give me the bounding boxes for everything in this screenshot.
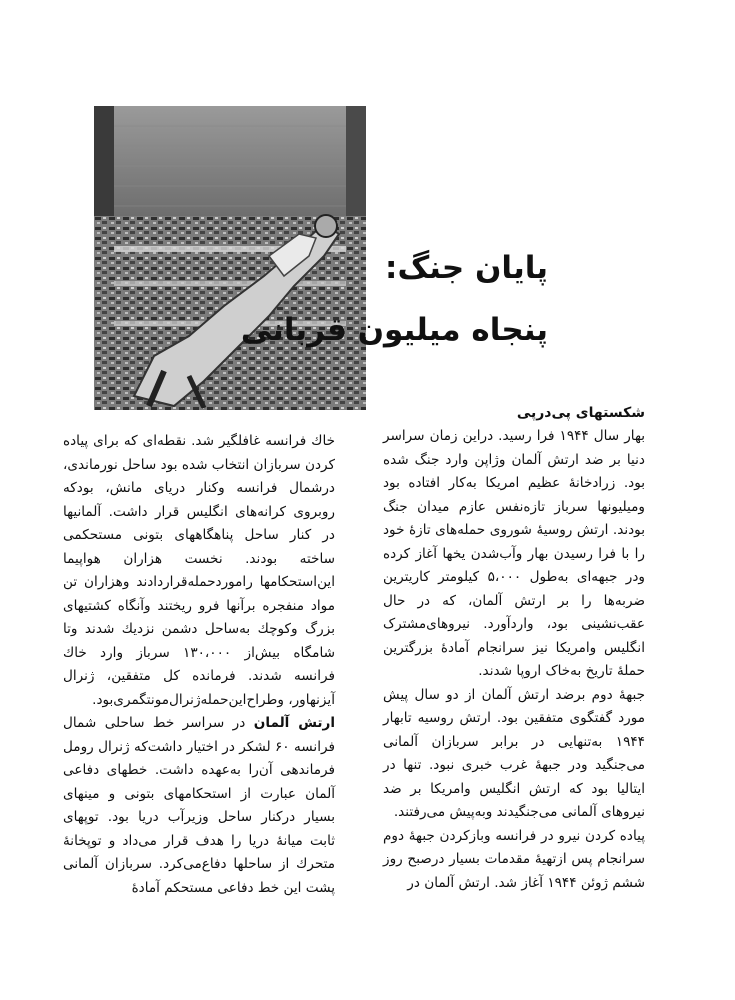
fallen-soldier-image bbox=[94, 106, 366, 410]
paragraph: بهار سال ۱۹۴۴ فرا رسید. دراین زمان سراسر دنیا بر ضد ارتش آلمان وژاپن وارد جنگ شده بود. زرادخانهٔ عظیم امریکا به‌کار افتاده بود ومیلیونها سرباز تازه‌نفس عازم میدان جنگ بودند. ارتش روسیهٔ شوروی حمله‌های تازهٔ خود را با فرا رسیدن بهار وآب‌شدن یخها آغاز کرده ودر جبهه‌ای به‌طول ۵،۰۰۰ کیلومتر کاریترین ضربه‌ها را بر ارتش آلمان، که در حال عقب‌نشینی بود، واردآورد. نیروهای‌مشترک انگلیس وامریکا نیز سرانجام آمادهٔ بزرگترین حملهٔ تاریخ به‌خاک اروپا شدند. bbox=[383, 428, 645, 679]
inline-subheading: ارتش آلمان bbox=[253, 715, 335, 731]
left-column bbox=[63, 430, 335, 900]
paragraph: خاك فرانسه غافلگیر شد. نقطه‌ای که برای پیاده کردن سربازان انتخاب شده بود ساحل نورماندی، درشمال فرانسه وکنار دریای مانش، بودکه روبروی کرانه‌های انگلیس قرار داشت. آلمانیها در کنار ساحل پناهگاههای بتونی مستحکمی ساخته بودند. نخست هزاران هواپیما این‌استحکامها راموردحمله‌قراردادند وهزاران تن مواد منفجره برآنها فرو ریختند وآنگاه کشتیهای بزرگ وکوچك به‌ساحل دشمن نزدیك شدند وتا شامگاه بیش‌از ۱۳۰،۰۰۰ سرباز وارد خاك فرانسه شدند. فرمانده کل متفقین، ژنرال آیزنهاور، وطراح‌این‌حمله‌ژنرال‌مونتگمری‌بود. bbox=[63, 433, 335, 708]
title-line-2: پنجاه میلیون قربانی bbox=[240, 312, 548, 348]
title-line-1: پایان جنگ: bbox=[385, 250, 548, 286]
paragraph: جبههٔ دوم برضد ارتش آلمان از دو سال پیش مورد گفتگوی متفقین بود. ارتش روسیه تابهار ۱۹۴۴ به‌تنهایی در برابر سربازان آلمانی می‌جنگید ودر جبههٔ غرب خبری نبود. تنها در ایتالیا بود که ارتش انگلیس وامریکا بر ضد نیروهای آلمانی می‌جنگیدند وبه‌پیش می‌رفتند. bbox=[383, 686, 645, 820]
right-column bbox=[383, 402, 645, 895]
paragraph: پیاده کردن نیرو در فرانسه وبازکردن جبههٔ دوم سرانجام پس ازتهیهٔ مقدمات بسیار درصبح روز ششم ژوئن ۱۹۴۴ آغاز شد. ارتش آلمان در bbox=[383, 827, 645, 891]
war-photograph bbox=[94, 106, 366, 410]
paragraph bbox=[63, 712, 335, 900]
section-heading: شکستهای پی‌درپی bbox=[516, 405, 645, 421]
paragraph-text: در سراسر خط ساحلی شمال فرانسه ۶۰ لشکر در اختیار داشت‌که ژنرال رومل فرماندهی آن‌را به‌عهده داشت. خطهای دفاعی آلمان عبارت از استحکامهای بتونی و مینهای بسیار درکنار ساحل وزیرآب دریا بود. توپهای ثابت میانهٔ دریا را هدف قرار می‌داد و توپخانهٔ متحرك از ساحلها دفاع‌می‌کرد. سربازان آلمانی پشت این خط دفاعی مستحکم آمادهٔ bbox=[63, 715, 335, 896]
